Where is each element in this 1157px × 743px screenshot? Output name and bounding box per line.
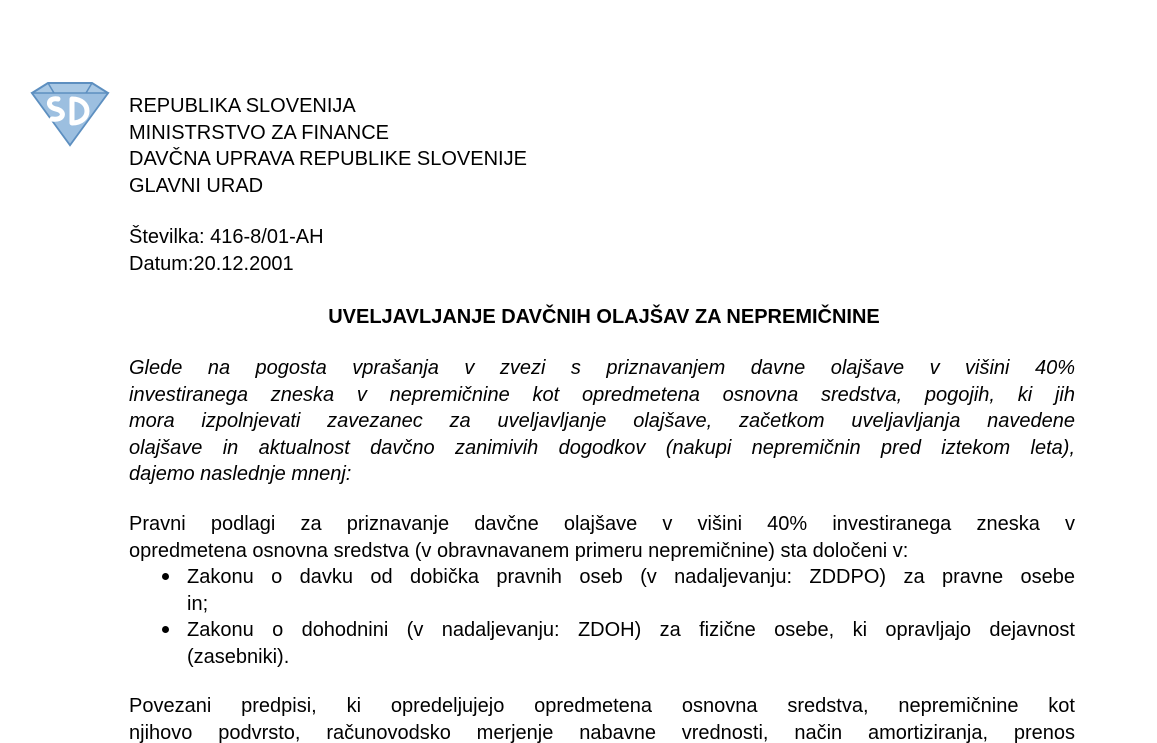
bullet-icon <box>162 573 169 580</box>
related-line: Povezani predpisi, ki opredeljujejo opredmetena osnovna sredstva, nepremičnine kot <box>129 695 1075 717</box>
related-line: njihovo podvrsto, računovodsko merjenje nabavne vrednosti, način amortiziranja, prenos <box>129 721 1075 743</box>
tax-administration-logo-icon <box>28 79 112 149</box>
institution-header <box>129 93 527 199</box>
list-item-line: Zakonu o davku od dobička pravnih oseb (v nadaljevanju: ZDDPO) za pravne osebe <box>187 566 1075 588</box>
list-item <box>129 564 1075 591</box>
document-title: UVELJAVLJANJE DAVČNIH OLAJŠAV ZA NEPREMIČNINE <box>328 306 880 328</box>
list-item-continuation <box>129 591 1075 618</box>
list-item-line: Zakonu o dohodnini (v nadaljevanju: ZDOH) za fizične osebe, ki opravljajo dejavnost <box>187 619 1075 641</box>
list-item-line: (zasebniki). <box>187 645 290 668</box>
bullet-icon <box>162 626 169 633</box>
related-regulations-paragraph <box>129 693 1075 743</box>
legal-basis-paragraph <box>129 511 1075 670</box>
legal-basis-line: Pravni podlagi za priznavanje davčne olajšave v višini 40% investiranega zneska v <box>129 513 1075 535</box>
intro-line: olajšave in aktualnost davčno zanimivih dogodkov (nakupi nepremičnin pred iztekom leta), <box>129 436 1075 459</box>
legal-basis-line: opredmetena osnovna sredstva (v obravnavanem primeru nepremičnine) sta določeni v: <box>129 539 909 562</box>
intro-line: mora izpolnjevati zavezanec za uveljavljanje olajšave, začetkom uveljavljanja navedene <box>129 410 1075 432</box>
intro-line: investiranega zneska v nepremičnine kot opredmetena osnovna sredstva, pogojih, ki jih <box>129 383 1075 406</box>
intro-line: Glede na pogosta vprašanja v zvezi s priznavanjem davne olajšave v višini 40% <box>129 357 1075 379</box>
list-item-continuation <box>129 644 1075 671</box>
list-item <box>129 617 1075 644</box>
document-references <box>129 224 324 277</box>
intro-line: dajemo naslednje mnenj: <box>129 463 352 485</box>
intro-paragraph <box>129 355 1075 488</box>
header-line-ministry: MINISTRSTVO ZA FINANCE <box>129 121 390 144</box>
document-date: Datum:20.12.2001 <box>129 252 294 275</box>
list-item-line: in; <box>187 592 209 615</box>
header-line-tax-administration: DAVČNA UPRAVA REPUBLIKE SLOVENIJE <box>129 148 527 170</box>
document-number: Številka: 416-8/01-AH <box>129 226 324 248</box>
header-line-republic: REPUBLIKA SLOVENIJA <box>129 95 356 117</box>
header-line-main-office: GLAVNI URAD <box>129 174 264 197</box>
